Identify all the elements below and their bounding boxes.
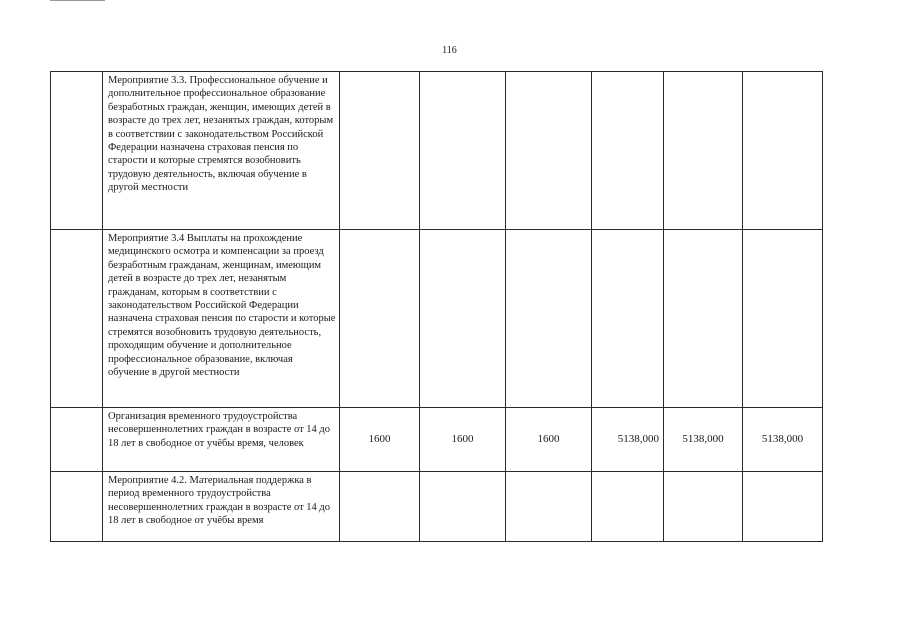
- value-cell: [506, 230, 592, 408]
- value-cell: 1600: [420, 408, 506, 472]
- activity-description: Мероприятие 3.3. Профессиональное обучение и дополнительное профессиональное образование безработных граждан, женщин, имеющих детей в возрасте до трех лет, незанятых граждан, которым в соответствии с законодательством Российской Федерации назначена страховая пенсия по старости и которые стремятся возобновить трудовую деятельность, включая обучение в другой местности: [103, 72, 340, 230]
- activity-description: Мероприятие 3.4 Выплаты на прохождение медицинского осмотра и компенсации за проезд безработным гражданам, женщинам, имеющим детей в возрасте до трех лет, незанятым гражданам, которым в соответствии с законодательством Российской Федерации назначена страховая пенсия по старости и которые стремятся возобновить трудовую деятельность, проходящим обучение и дополнительное профессиональное образование, включая обучение в другой местности: [103, 230, 340, 408]
- value-cell: [743, 230, 823, 408]
- value-cell: [420, 472, 506, 542]
- value-cell: 1600: [340, 408, 420, 472]
- value-cell: [743, 72, 823, 230]
- value-cell: 5138,000: [592, 408, 664, 472]
- table-row: [51, 230, 823, 408]
- table-row: [51, 472, 823, 542]
- value-cell: 5138,000: [743, 408, 823, 472]
- value-cell: [420, 230, 506, 408]
- row-index-cell: [51, 72, 103, 230]
- row-index-cell: [51, 472, 103, 542]
- program-activities-table: [50, 71, 823, 542]
- value-cell: [340, 72, 420, 230]
- activity-description: Организация временного трудоустройства несовершеннолетних граждан в возрасте от 14 до 18 лет в свободное от учёбы время, человек: [103, 408, 340, 472]
- value-cell: [664, 72, 743, 230]
- table-row: [51, 72, 823, 230]
- value-cell: 1600: [506, 408, 592, 472]
- value-cell: [506, 472, 592, 542]
- value-cell: [743, 472, 823, 542]
- value-cell: [506, 72, 592, 230]
- row-index-cell: [51, 230, 103, 408]
- page-number: 116: [442, 45, 457, 56]
- value-cell: [420, 72, 506, 230]
- value-cell: [592, 472, 664, 542]
- scan-artifact-line: [50, 0, 105, 1]
- table-row: [51, 408, 823, 472]
- activity-description: Мероприятие 4.2. Материальная поддержка в период временного трудоустройства несовершеннолетних граждан в возрасте от 14 до 18 лет в свободное от учёбы время: [103, 472, 340, 542]
- row-index-cell: [51, 408, 103, 472]
- value-cell: [664, 230, 743, 408]
- value-cell: [340, 472, 420, 542]
- value-cell: [592, 230, 664, 408]
- value-cell: [340, 230, 420, 408]
- value-cell: [664, 472, 743, 542]
- value-cell: [592, 72, 664, 230]
- value-cell: 5138,000: [664, 408, 743, 472]
